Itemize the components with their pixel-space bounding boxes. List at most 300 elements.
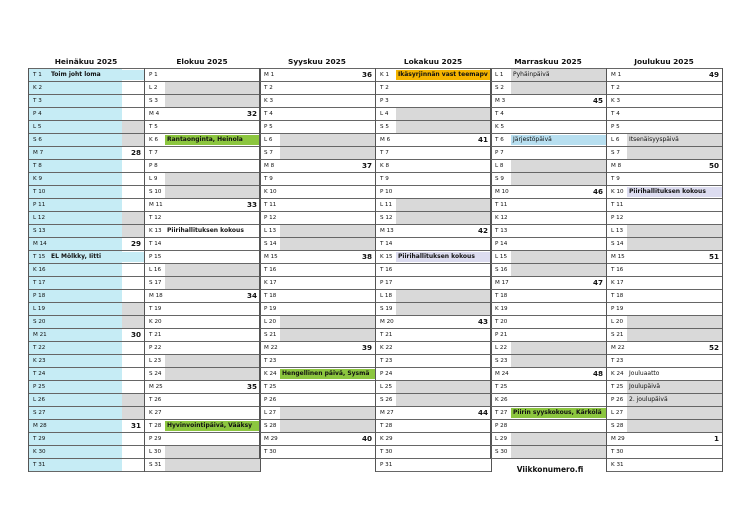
day-row[interactable] [607,328,722,341]
day-row[interactable] [145,445,260,458]
day-row[interactable] [145,315,260,328]
day-row[interactable] [607,107,722,120]
day-label: P 1 [149,72,158,78]
event-label[interactable]: EL Mölkky, Iitti [49,252,144,262]
event-label[interactable]: Ikäsyrjinnän vast teemapv [396,70,491,80]
week-number: 34 [246,291,257,300]
day-row[interactable] [376,367,491,380]
day-row[interactable] [260,172,375,185]
day-row[interactable] [29,94,144,107]
day-row[interactable] [491,224,606,237]
day-row[interactable] [376,276,491,289]
day-label: T 9 [611,176,620,182]
day-row[interactable] [607,458,722,472]
day-row[interactable] [145,354,260,367]
day-background [511,173,606,185]
day-label: L 13 [264,228,277,234]
day-row[interactable] [491,81,606,94]
day-row[interactable] [29,302,144,315]
day-row[interactable] [607,250,722,263]
day-row[interactable] [607,81,722,94]
day-row[interactable] [29,315,144,328]
week-number: 37 [361,161,372,170]
day-row[interactable] [145,328,260,341]
day-row[interactable] [376,419,491,432]
day-label: K 17 [611,280,624,286]
day-label: S 28 [611,423,624,429]
day-row[interactable] [376,159,491,172]
day-row[interactable] [260,94,375,107]
day-row[interactable] [260,328,375,341]
day-row[interactable] [491,315,606,328]
day-row[interactable] [29,120,144,133]
day-row[interactable] [376,393,491,406]
day-row[interactable] [607,380,722,393]
day-row[interactable] [260,354,375,367]
day-row[interactable] [145,237,260,250]
week-number: 42 [477,226,488,235]
day-label: P 24 [380,371,393,377]
day-label: T 23 [380,358,393,364]
day-row[interactable] [260,224,375,237]
day-row[interactable] [376,406,491,419]
event-label[interactable]: Hengellinen päivä, Sysmä [280,369,375,379]
day-row[interactable] [376,68,491,81]
day-label: K 29 [380,436,393,442]
day-label: S 26 [380,397,393,403]
day-label: S 30 [495,449,508,455]
day-label: P 7 [495,150,504,156]
day-row[interactable] [491,289,606,302]
day-label: L 5 [33,124,42,130]
day-row[interactable] [145,406,260,419]
day-row[interactable] [376,94,491,107]
week-number: 31 [130,421,141,430]
day-label: S 3 [149,98,158,104]
day-background [29,134,122,146]
day-label: S 17 [149,280,162,286]
day-label: P 22 [149,345,162,351]
day-background [396,199,491,211]
event-label[interactable]: Pyhäinpäivä [513,71,550,78]
day-row[interactable] [376,81,491,94]
day-label: L 16 [149,267,162,273]
week-number: 47 [592,278,603,287]
day-row[interactable] [29,276,144,289]
day-row[interactable] [29,81,144,94]
day-label: T 16 [264,267,277,273]
day-row[interactable] [145,211,260,224]
day-label: M 15 [264,254,278,260]
week-number: 43 [477,317,488,326]
day-label: T 10 [33,189,46,195]
day-row[interactable] [145,185,260,198]
day-row[interactable] [29,237,144,250]
day-row[interactable] [491,172,606,185]
day-row[interactable] [491,185,606,198]
day-row[interactable] [260,250,375,263]
day-row[interactable] [29,419,144,432]
day-background [511,355,606,367]
day-row[interactable] [491,120,606,133]
day-row[interactable] [607,315,722,328]
day-row[interactable] [145,250,260,263]
event-label[interactable]: Toim joht loma [49,70,144,80]
day-row[interactable] [145,120,260,133]
day-label: S 21 [264,332,277,338]
day-row[interactable] [29,185,144,198]
day-label: L 8 [495,163,504,169]
day-label: M 14 [33,241,47,247]
day-label: T 18 [264,293,277,299]
day-row[interactable] [607,341,722,354]
day-row[interactable] [376,211,491,224]
day-row[interactable] [145,289,260,302]
day-label: M 13 [380,228,394,234]
day-row[interactable] [145,419,260,432]
day-row[interactable] [260,406,375,419]
day-row[interactable] [491,146,606,159]
event-label[interactable]: Jouluaatto [629,370,660,377]
day-row[interactable] [260,393,375,406]
day-row[interactable] [376,458,491,472]
day-row[interactable] [29,159,144,172]
day-row[interactable] [491,94,606,107]
event-label[interactable]: Itsenäisyyspäivä [629,136,679,143]
day-row[interactable] [260,68,375,81]
day-row[interactable] [607,393,722,406]
day-background [396,108,491,120]
day-row[interactable] [145,94,260,107]
day-row[interactable] [376,302,491,315]
day-label: T 3 [33,98,42,104]
event-label[interactable]: Järjestöpäivä [511,135,606,145]
month-header: Elokuu 2025 [176,57,228,66]
day-row[interactable] [145,81,260,94]
day-row[interactable] [607,224,722,237]
day-row[interactable] [145,68,260,81]
weekend-background [122,199,144,211]
day-row[interactable] [145,302,260,315]
day-background [29,108,122,120]
day-label: T 21 [380,332,393,338]
day-row[interactable] [376,432,491,445]
day-row[interactable] [607,445,722,458]
day-row[interactable] [29,224,144,237]
day-label: M 17 [495,280,509,286]
day-row[interactable] [491,432,606,445]
day-label: T 17 [33,280,46,286]
day-label: P 29 [149,436,162,442]
day-row[interactable] [376,289,491,302]
day-row[interactable] [376,172,491,185]
footer-site-label[interactable]: Viikkonumero.fi [516,465,584,474]
day-label: K 17 [264,280,277,286]
day-row[interactable] [491,68,606,81]
month-header: Heinäkuu 2025 [54,57,118,66]
day-row[interactable] [145,133,260,146]
day-label: M 1 [611,72,622,78]
day-row[interactable] [260,107,375,120]
day-row[interactable] [491,367,606,380]
day-row[interactable] [607,198,722,211]
weekend-background [122,277,144,289]
day-row[interactable] [29,172,144,185]
day-row[interactable] [260,341,375,354]
day-row[interactable] [607,237,722,250]
day-row[interactable] [260,302,375,315]
event-label[interactable]: Joulupäivä [629,383,661,390]
day-row[interactable] [491,133,606,146]
day-row[interactable] [491,328,606,341]
day-label: M 11 [149,202,163,208]
day-label: P 28 [495,423,508,429]
day-label: T 23 [611,358,624,364]
day-row[interactable] [607,172,722,185]
day-row[interactable] [145,263,260,276]
day-label: L 4 [380,111,389,117]
day-row[interactable] [29,211,144,224]
day-row[interactable] [376,445,491,458]
day-row[interactable] [145,107,260,120]
day-row[interactable] [491,341,606,354]
day-row[interactable] [376,224,491,237]
day-label: T 13 [495,228,508,234]
day-label: P 26 [264,397,277,403]
month-column [490,68,607,459]
day-row[interactable] [491,250,606,263]
day-row[interactable] [260,263,375,276]
day-row[interactable] [29,341,144,354]
day-row[interactable] [376,146,491,159]
day-row[interactable] [260,237,375,250]
day-row[interactable] [376,380,491,393]
day-row[interactable] [260,159,375,172]
weekend-background [122,459,144,471]
day-row[interactable] [145,458,260,472]
day-row[interactable] [260,315,375,328]
day-row[interactable] [260,367,375,380]
day-label: L 15 [495,254,508,260]
day-row[interactable] [29,367,144,380]
day-row[interactable] [607,159,722,172]
day-label: M 20 [380,319,394,325]
day-row[interactable] [376,328,491,341]
day-row[interactable] [491,263,606,276]
weekend-background [122,381,144,393]
day-row[interactable] [29,250,144,263]
day-label: T 25 [611,384,624,390]
day-label: K 5 [495,124,505,130]
day-label: M 24 [495,371,509,377]
day-row[interactable] [607,367,722,380]
event-label[interactable]: Rantaonginta, Heinola [165,135,260,145]
day-row[interactable] [29,263,144,276]
day-row[interactable] [376,341,491,354]
day-background [396,394,491,406]
day-row[interactable] [607,68,722,81]
day-row[interactable] [29,380,144,393]
day-row[interactable] [607,94,722,107]
day-row[interactable] [491,211,606,224]
day-row[interactable] [260,133,375,146]
week-number: 38 [361,252,372,261]
day-background [165,446,260,458]
day-row[interactable] [29,354,144,367]
day-label: T 2 [611,85,620,91]
day-label: T 11 [264,202,277,208]
weekend-background [122,212,144,224]
day-row[interactable] [260,185,375,198]
day-row[interactable] [607,302,722,315]
day-row[interactable] [260,419,375,432]
day-row[interactable] [376,198,491,211]
day-row[interactable] [376,315,491,328]
day-row[interactable] [607,211,722,224]
day-row[interactable] [145,224,260,237]
day-label: S 20 [33,319,46,325]
day-row[interactable] [376,107,491,120]
day-row[interactable] [145,393,260,406]
day-row[interactable] [607,133,722,146]
day-label: T 2 [380,85,389,91]
day-row[interactable] [607,185,722,198]
day-row[interactable] [491,276,606,289]
event-label[interactable]: Hyvinvointipäivä, Vääksy [165,421,260,431]
day-row[interactable] [29,406,144,419]
day-row[interactable] [607,120,722,133]
day-row[interactable] [607,406,722,419]
day-row[interactable] [145,159,260,172]
day-row[interactable] [376,237,491,250]
weekend-background [122,95,144,107]
day-label: T 24 [33,371,46,377]
day-row[interactable] [260,432,375,445]
day-row[interactable] [29,393,144,406]
day-label: P 11 [33,202,46,208]
day-label: M 21 [33,332,47,338]
day-row[interactable] [607,354,722,367]
day-background [396,212,491,224]
day-row[interactable] [260,211,375,224]
day-row[interactable] [260,120,375,133]
day-row[interactable] [607,276,722,289]
day-label: T 27 [495,410,508,416]
weekend-background [122,342,144,354]
day-label: S 24 [149,371,162,377]
day-background [511,82,606,94]
week-number: 1 [713,434,719,443]
day-row[interactable] [607,146,722,159]
day-label: S 10 [149,189,162,195]
day-label: L 11 [380,202,393,208]
day-row[interactable] [376,250,491,263]
day-row[interactable] [29,68,144,81]
day-row[interactable] [29,133,144,146]
day-label: S 2 [495,85,504,91]
day-label: M 7 [33,150,44,156]
day-row[interactable] [29,146,144,159]
day-row[interactable] [491,302,606,315]
day-row[interactable] [29,432,144,445]
day-label: K 10 [264,189,277,195]
day-row[interactable] [29,458,144,472]
day-row[interactable] [145,146,260,159]
day-row[interactable] [607,289,722,302]
day-label: K 22 [380,345,393,351]
event-label[interactable]: Piirihallituksen kokous [627,187,722,197]
event-label[interactable]: 2. joulupäivä [629,396,668,403]
day-label: T 28 [380,423,393,429]
day-row[interactable] [29,198,144,211]
day-row[interactable] [491,354,606,367]
day-row[interactable] [491,159,606,172]
week-number: 52 [708,343,719,352]
day-row[interactable] [260,198,375,211]
day-row[interactable] [491,406,606,419]
day-row[interactable] [145,276,260,289]
day-row[interactable] [607,419,722,432]
day-row[interactable] [145,380,260,393]
event-label[interactable]: Piirihallituksen kokous [396,252,491,262]
day-row[interactable] [29,445,144,458]
day-row[interactable] [491,445,606,459]
day-row[interactable] [29,289,144,302]
day-row[interactable] [260,146,375,159]
day-row[interactable] [491,237,606,250]
day-row[interactable] [607,432,722,445]
day-row[interactable] [260,81,375,94]
weekend-background [122,303,144,315]
week-number: 45 [592,96,603,105]
event-label[interactable]: Piirihallituksen kokous [167,227,244,234]
day-label: M 25 [149,384,163,390]
day-row[interactable] [145,172,260,185]
day-row[interactable] [145,341,260,354]
day-label: T 4 [495,111,504,117]
day-row[interactable] [491,419,606,432]
event-label[interactable]: Piirin syyskokous, Kärkölä [511,408,606,418]
day-row[interactable] [145,198,260,211]
day-row[interactable] [29,328,144,341]
day-row[interactable] [376,120,491,133]
day-label: L 29 [495,436,508,442]
day-row[interactable] [376,185,491,198]
day-row[interactable] [376,354,491,367]
day-row[interactable] [376,133,491,146]
day-label: T 15 [33,254,46,260]
day-label: S 27 [33,410,46,416]
day-row[interactable] [145,367,260,380]
day-row[interactable] [491,107,606,120]
day-row[interactable] [260,380,375,393]
day-row[interactable] [491,380,606,393]
day-row[interactable] [376,263,491,276]
day-row[interactable] [260,276,375,289]
day-row[interactable] [491,393,606,406]
week-number: 44 [477,408,488,417]
day-row[interactable] [29,107,144,120]
day-label: T 30 [264,449,277,455]
day-row[interactable] [260,445,375,459]
day-background [511,251,606,263]
day-row[interactable] [260,289,375,302]
day-row[interactable] [491,198,606,211]
day-row[interactable] [145,432,260,445]
day-label: T 7 [149,150,158,156]
day-label: L 26 [33,397,46,403]
day-row[interactable] [607,263,722,276]
